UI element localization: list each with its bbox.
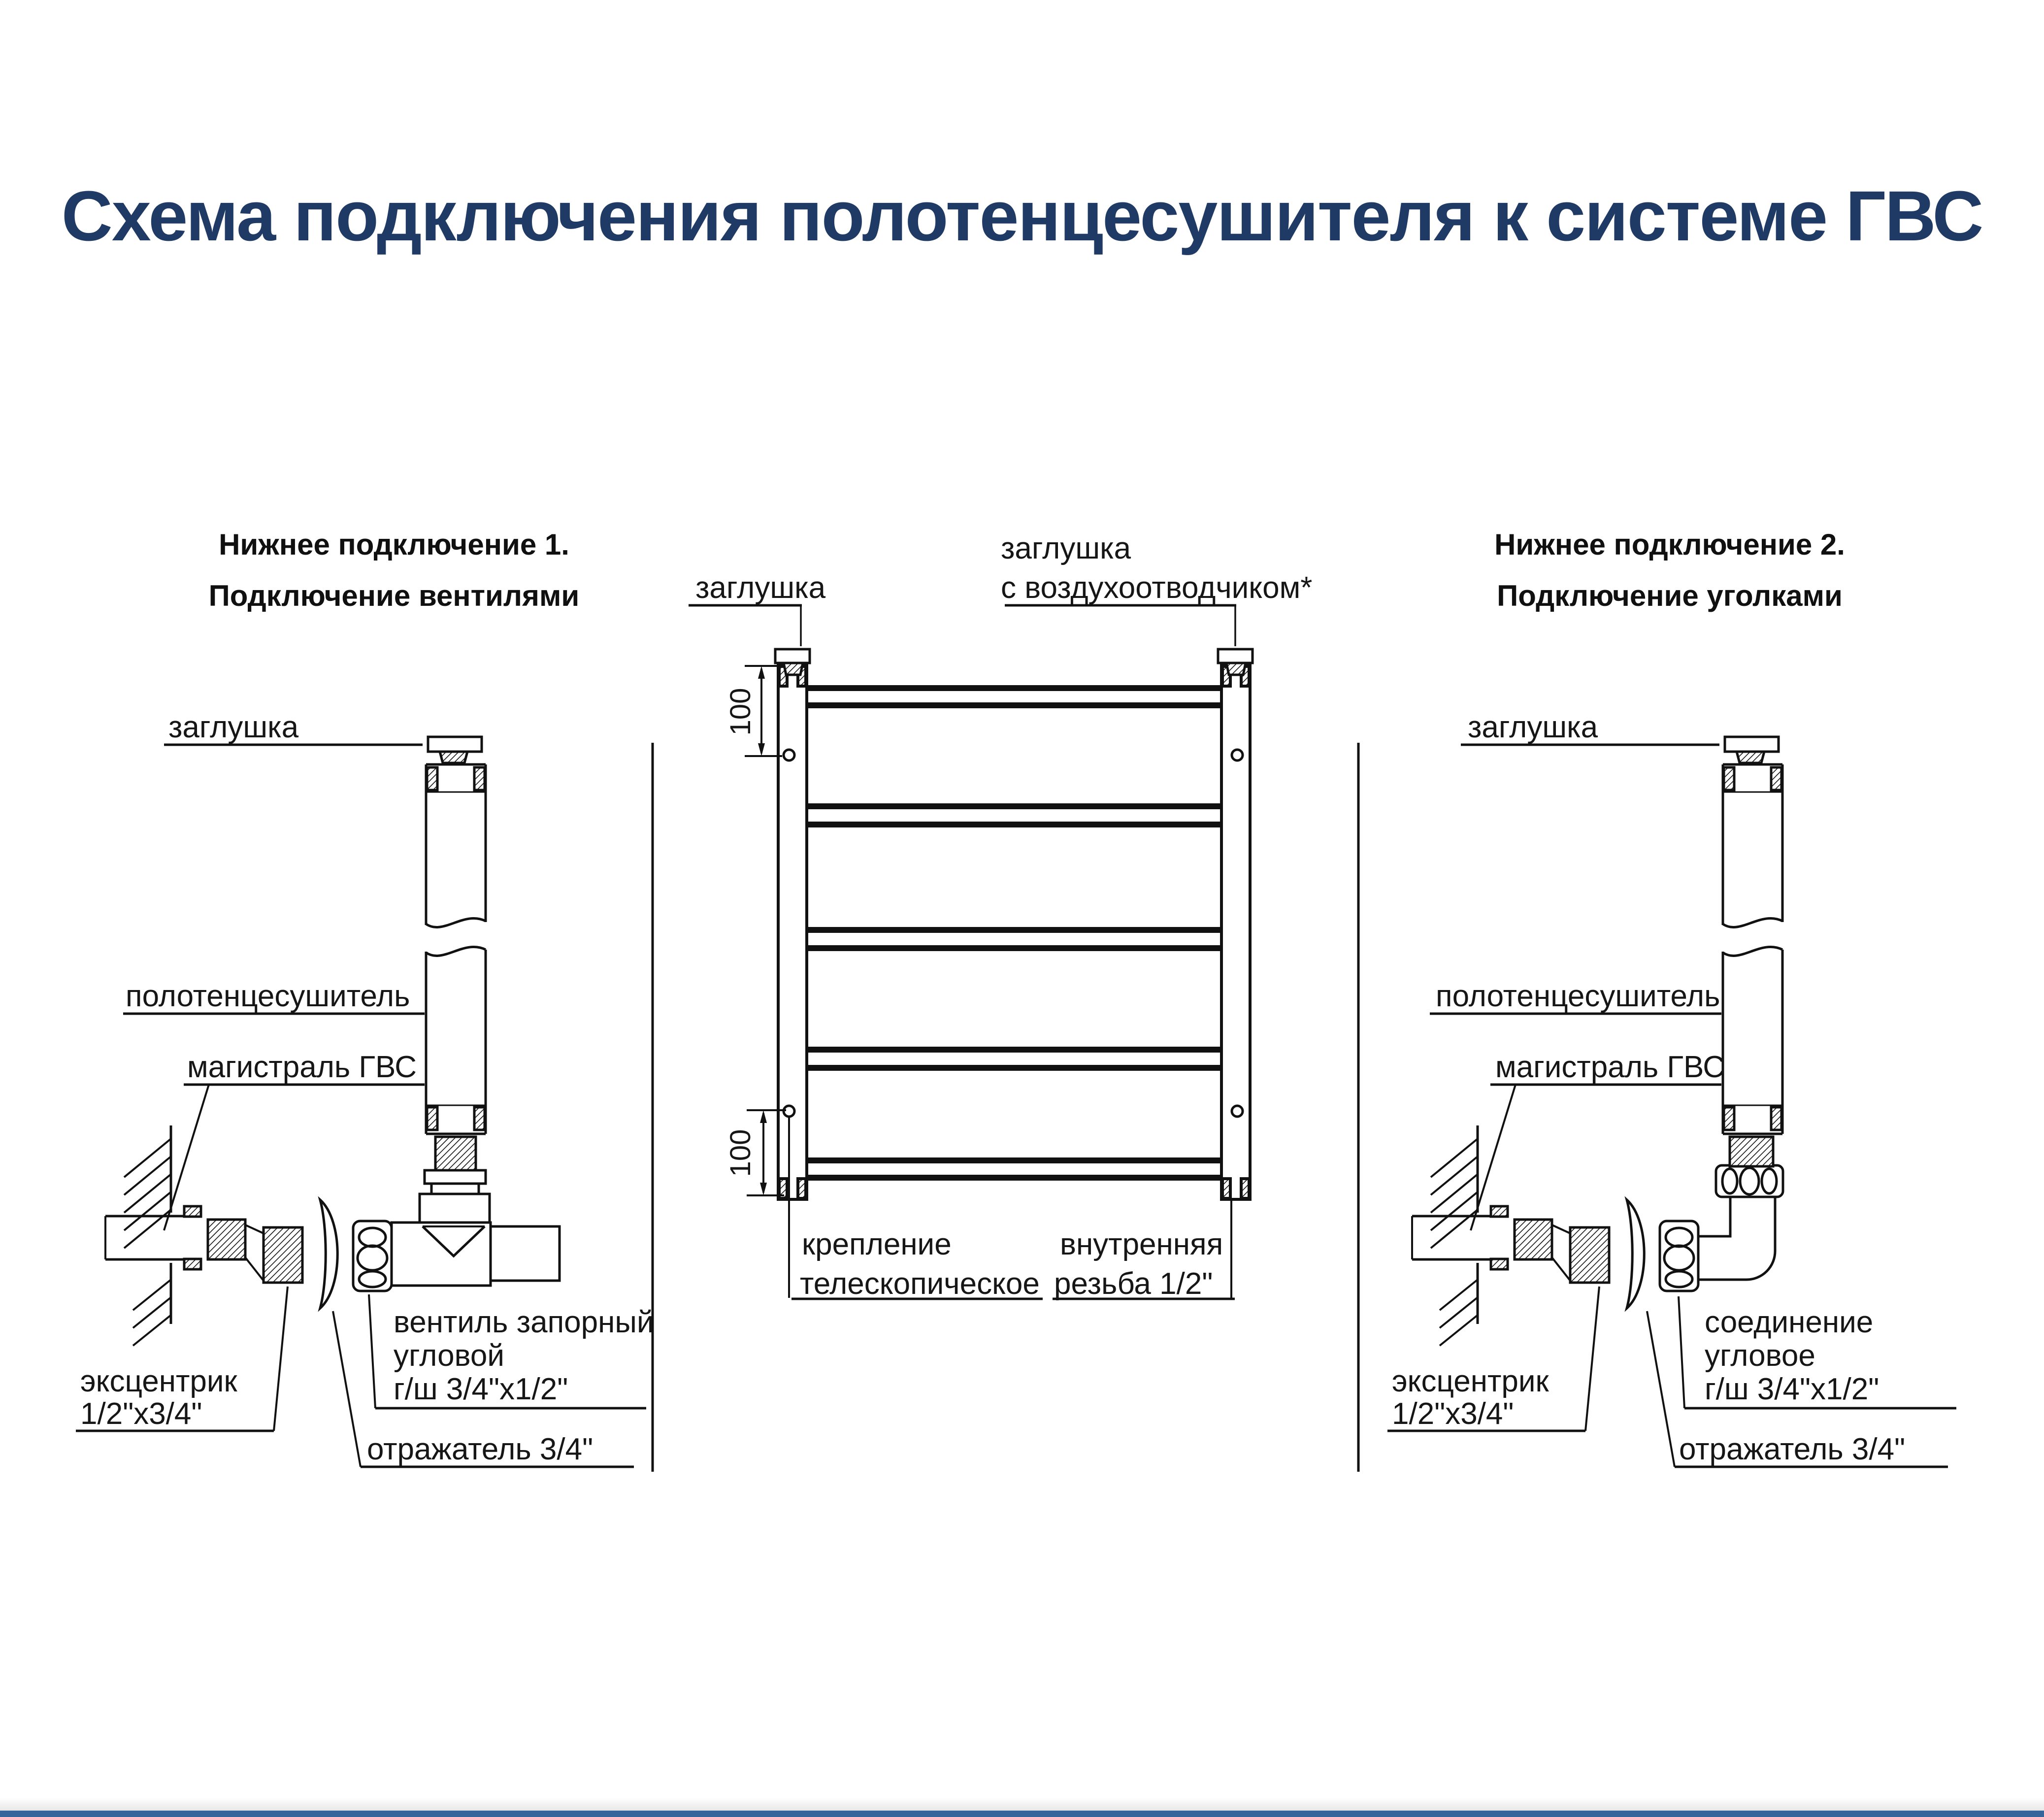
label-left-hws-main: магистраль ГВС	[187, 1050, 417, 1084]
reflector-icon	[1627, 1200, 1644, 1308]
label-right-cap: заглушка	[1468, 710, 1598, 744]
angle-valve-icon	[353, 1137, 560, 1291]
dimension-bottom-value: 100	[725, 1129, 757, 1177]
label-left-reflector: отражатель 3/4"	[367, 1432, 593, 1466]
eccentric-adapter-icon	[208, 1220, 302, 1283]
label-left-towel-rail: полотенцесушитель	[126, 979, 410, 1013]
towel-rail-pipe	[1723, 764, 1782, 1134]
right-heading-line1: Нижнее подключение 2.	[1494, 528, 1845, 561]
page-title: Схема подключения полотенцесушителя к системе ГВС	[61, 176, 1983, 256]
label-right-reflector: отражатель 3/4"	[1679, 1432, 1906, 1466]
footer-shadow	[0, 1798, 2044, 1811]
section-dividers	[653, 743, 1358, 1472]
label-left-cap: заглушка	[168, 710, 299, 744]
right-diagram	[1387, 737, 1956, 1467]
label-center-cap-right-line2: с воздухоотводчиком*	[1001, 571, 1313, 605]
eccentric-adapter-icon	[1515, 1220, 1609, 1283]
label-left-valve-line1: вентиль запорный	[394, 1305, 654, 1339]
label-right-elbow-line2: угловое	[1705, 1339, 1815, 1373]
footer-bar	[0, 1811, 2044, 1817]
label-center-cap-right-line1: заглушка	[1001, 531, 1131, 565]
label-right-towel-rail: полотенцесушитель	[1436, 979, 1720, 1013]
rail-rungs	[807, 688, 1221, 1178]
label-thread-line2: резьба 1/2"	[1054, 1267, 1213, 1301]
label-left-eccentric-line2: 1/2"x3/4"	[80, 1397, 202, 1431]
label-right-elbow-line1: соединение	[1705, 1305, 1874, 1339]
label-mount-line1: крепление	[802, 1227, 952, 1261]
left-heading-line1: Нижнее подключение 1.	[219, 528, 569, 561]
label-right-hws-main: магистраль ГВС	[1495, 1050, 1725, 1084]
label-right-elbow-line3: г/ш 3/4"x1/2"	[1705, 1372, 1879, 1406]
left-diagram	[76, 737, 646, 1467]
cap-plug-icon	[428, 737, 482, 763]
label-thread-line1: внутренняя	[1060, 1227, 1223, 1261]
dimension-top-value: 100	[725, 688, 757, 736]
label-mount-line2: телескопическое	[800, 1267, 1040, 1301]
towel-rail-pipe	[426, 764, 486, 1134]
center-diagram	[689, 605, 1253, 1299]
label-right-eccentric-line1: эксцентрик	[1392, 1364, 1549, 1398]
label-left-valve-line3: г/ш 3/4"x1/2"	[394, 1372, 568, 1406]
cap-plug-icon	[1725, 737, 1779, 763]
angle-elbow-icon	[1660, 1137, 1783, 1291]
label-left-valve-line2: угловой	[394, 1339, 504, 1373]
right-heading-line2: Подключение уголками	[1497, 579, 1843, 612]
label-center-cap-left: заглушка	[695, 571, 826, 605]
label-left-eccentric-line1: эксцентрик	[80, 1364, 237, 1398]
left-heading-line2: Подключение вентилями	[208, 579, 580, 612]
label-right-eccentric-line2: 1/2"x3/4"	[1392, 1397, 1514, 1431]
reflector-icon	[320, 1200, 337, 1308]
rail-caps	[775, 649, 1253, 675]
